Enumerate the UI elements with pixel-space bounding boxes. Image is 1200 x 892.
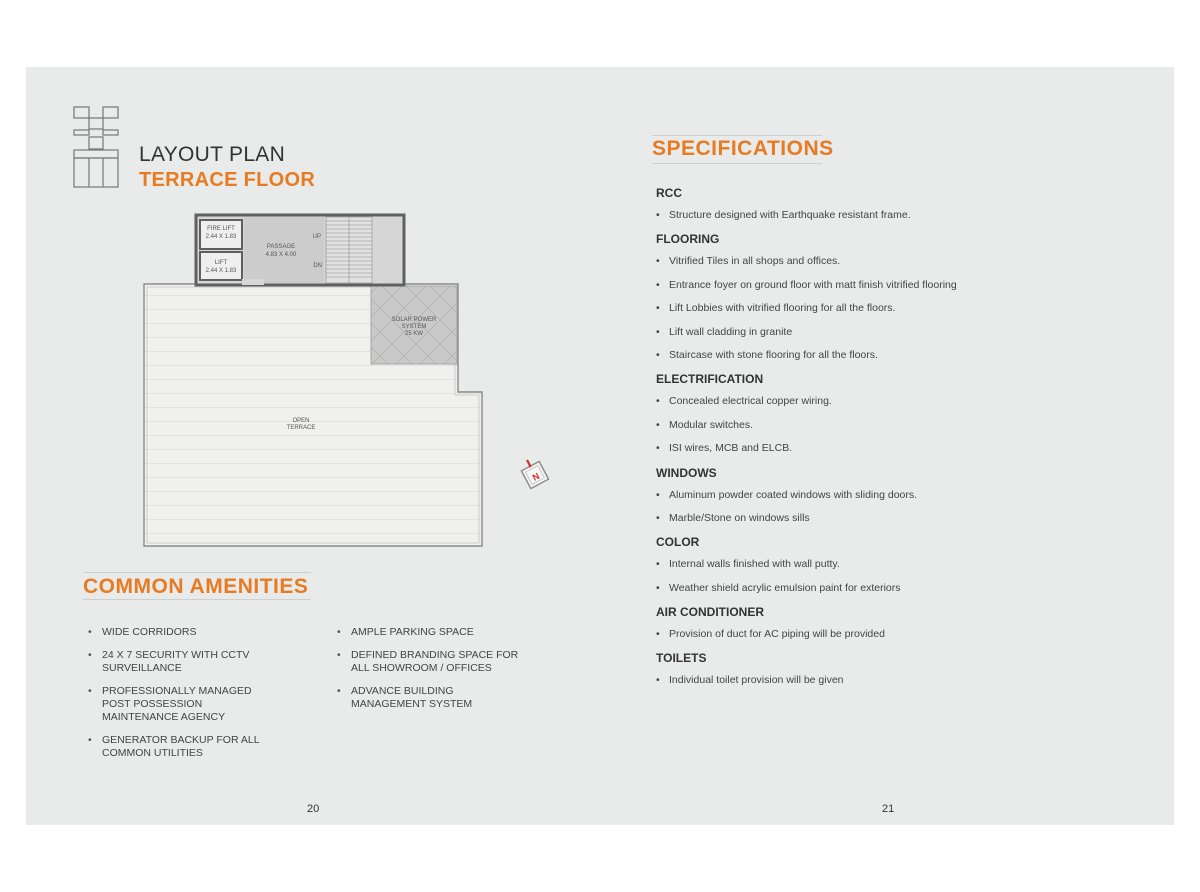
layout-plan-title: LAYOUT PLAN <box>139 143 286 166</box>
terrace-label-1: OPEN <box>292 418 310 424</box>
north-compass-icon <box>518 455 552 493</box>
north-label: N <box>530 470 542 483</box>
spec-section-list <box>656 558 1056 594</box>
stair-up-label: UP <box>312 234 321 240</box>
spec-section-list <box>656 395 1056 455</box>
page-number-left: 20 <box>307 803 320 815</box>
list-item: • Staircase with stone flooring for all the floors. <box>656 349 1056 362</box>
fire-lift-label: FIRE LIFT <box>207 226 235 232</box>
list-item: • Weather shield acrylic emulsion paint for exteriors <box>656 582 1056 595</box>
list-item: • DEFINED BRANDING SPACE FOR ALL SHOWROOM / OFFICES <box>337 649 522 675</box>
solar-label-2: SYSTEM <box>401 324 427 330</box>
list-item: • Internal walls finished with wall putty. <box>656 558 1056 571</box>
fire-lift-size: 2.44 X 1.83 <box>205 234 237 240</box>
list-item: • ISI wires, MCB and ELCB. <box>656 442 1056 455</box>
spec-section-title: TOILETS <box>656 651 707 666</box>
specifications-list <box>656 186 1056 698</box>
solar-label-1: SOLAR POWER <box>391 317 437 323</box>
terrace-floor-subtitle: TERRACE FLOOR <box>139 169 316 191</box>
list-item: • PROFESSIONALLY MANAGED POST POSSESSION MAINTENANCE AGENCY <box>88 685 273 724</box>
spec-section-list <box>656 628 1056 641</box>
stair-down-label: DN <box>313 263 322 269</box>
list-item: • Lift wall cladding in granite <box>656 326 1056 339</box>
list-item: • Entrance foyer on ground floor with matt finish vitrified flooring <box>656 279 1056 292</box>
spec-section-title: FLOORING <box>656 232 720 247</box>
list-item: • AMPLE PARKING SPACE <box>337 626 522 639</box>
spec-section-title: AIR CONDITIONER <box>656 605 764 620</box>
list-item: • Structure designed with Earthquake resistant frame. <box>656 209 1056 222</box>
common-amenities-title: COMMON AMENITIES <box>83 575 309 598</box>
lift-label: LIFT <box>214 260 228 266</box>
spec-section-list <box>656 255 1056 362</box>
list-item: • Modular switches. <box>656 419 1056 432</box>
list-item: • Individual toilet provision will be given <box>656 674 1056 687</box>
list-item: • Concealed electrical copper wiring. <box>656 395 1056 408</box>
spec-section-list <box>656 674 1056 687</box>
list-item: • ADVANCE BUILDING MANAGEMENT SYSTEM <box>337 685 522 711</box>
specifications-title: SPECIFICATIONS <box>652 137 834 160</box>
list-item: • Lift Lobbies with vitrified flooring for all the floors. <box>656 302 1056 315</box>
amenities-list-right <box>337 626 522 721</box>
list-item: • Marble/Stone on windows sills <box>656 512 1056 525</box>
common-amenities-heading <box>83 572 311 600</box>
solar-label-3: 25 KW <box>404 331 424 337</box>
list-item: • Aluminum powder coated windows with sliding doors. <box>656 489 1056 502</box>
spec-section-title: ELECTRIFICATION <box>656 372 764 387</box>
page-number-right: 21 <box>882 803 895 815</box>
terrace-floor-plan <box>140 212 560 552</box>
list-item: • GENERATOR BACKUP FOR ALL COMMON UTILITIES <box>88 734 273 760</box>
spec-section-list <box>656 209 1056 222</box>
list-item: • WIDE CORRIDORS <box>88 626 273 639</box>
list-item: • Provision of duct for AC piping will be provided <box>656 628 1056 641</box>
list-item: • Vitrified Tiles in all shops and offices. <box>656 255 1056 268</box>
amenities-list-left <box>88 626 273 770</box>
spec-section-title: RCC <box>656 186 682 200</box>
terrace-label-2: TERRACE <box>286 425 316 431</box>
spec-section-title: COLOR <box>656 535 700 550</box>
passage-label: PASSAGE <box>266 244 296 250</box>
building-logo-icon <box>72 106 120 188</box>
specifications-heading <box>652 135 834 164</box>
list-item: • 24 X 7 SECURITY WITH CCTV SURVEILLANCE <box>88 649 273 675</box>
spec-section-list <box>656 489 1056 525</box>
spec-section-title: WINDOWS <box>656 465 717 480</box>
lift-size: 2.44 X 1.83 <box>205 268 237 274</box>
passage-size: 4.83 X 4.00 <box>265 252 297 258</box>
